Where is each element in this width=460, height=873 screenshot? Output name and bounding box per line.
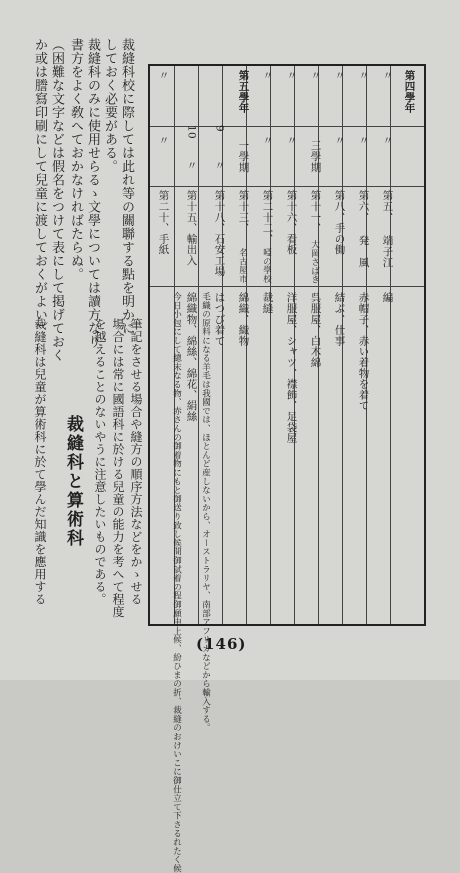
left-line-1: 裁縫科校に際しては此れ等の關聯する點を明かに xyxy=(119,38,134,335)
table-cell: 〃 xyxy=(157,135,170,146)
table-cell: 三學期 xyxy=(309,140,322,173)
left-line-6: か或は謄寫印刷にして兒童に渡しておくがよい） xyxy=(32,38,47,335)
table-cell: 〃 xyxy=(185,160,198,171)
table-cell: 結ぶ、仕事 xyxy=(333,292,346,346)
table-cell: 〃 xyxy=(213,160,226,171)
table-cell: 〃 xyxy=(157,70,170,81)
table-cell: 第十六、看板 xyxy=(285,190,298,255)
table-cell: 〃 xyxy=(309,70,322,81)
table-cell: 〃 xyxy=(357,135,370,146)
table-cell: はつび着て xyxy=(213,292,226,346)
table-cell: 端子江 xyxy=(381,235,394,268)
table-cell: 第十一、 xyxy=(309,190,322,234)
table-cell: 綿織物、綿絲、綿花、絹絲 xyxy=(185,292,198,422)
page-number: (146) xyxy=(196,635,247,653)
table-cell: 第十三、 xyxy=(237,190,250,234)
table-cell: 呉服屋、白木綿 xyxy=(309,292,322,368)
table-cell: 10 xyxy=(185,125,198,139)
table-cell: 第四學年 xyxy=(403,70,416,114)
table-cell: 裁縫 xyxy=(261,292,274,314)
left-line-4: 書方をよく敎へておかなければたらぬ。 xyxy=(68,38,83,281)
table-cell: 〃 xyxy=(285,135,298,146)
table-cell: 今日小包にして總末なる物、赤さんの御着物にもと御送り致し候間御試着の程御願申上候、紛ひまの折、裁縫のおけいこに御仕立て下さるれたく候 xyxy=(171,292,182,873)
table-cell: 第十八、石安工場 xyxy=(213,190,226,277)
table-cell: 啞の學校 xyxy=(261,248,272,284)
left-line-2: しておく必要がある。 xyxy=(102,38,117,173)
right-para1-line-1: 筆記をさせる場合や縫方の順序方法などをかゝせる xyxy=(129,318,143,606)
table-cell: 洋服屋、シャツ、襟飾、足袋屋 xyxy=(285,292,298,444)
table-cell: 第八、手の働 xyxy=(333,190,346,255)
table-cell: 発 風 xyxy=(357,235,370,268)
table-cell: 赤帽子、赤い着物を着て xyxy=(357,292,370,411)
right-para1-line-3: を越えることのないやうに注意したいものである。 xyxy=(93,318,107,606)
table-cell: 9 xyxy=(213,125,226,132)
table-cell: 〃 xyxy=(333,135,346,146)
table-cell: 大岡さばき xyxy=(309,240,320,284)
table-cell: 〃 xyxy=(261,70,274,81)
left-line-5: （困難な文字などは假名をつけて表にして掲げておく xyxy=(49,38,64,362)
section-heading: 裁縫科と算術科 xyxy=(63,415,83,548)
table-cell: 綿織、織物 xyxy=(237,292,250,346)
table-cell: 〃 xyxy=(261,135,274,146)
table-cell: 第五學年 xyxy=(237,70,250,114)
right-para1-line-2: 場合には常に國語科に於ける兒童の能力を考へて程度 xyxy=(111,318,125,618)
table-cell: 第六、 xyxy=(357,190,370,223)
table-cell: 第五、 xyxy=(381,190,394,223)
table-cell: 〃 xyxy=(381,135,394,146)
table-cell: 〃 xyxy=(381,70,394,81)
table-cell: 第十五、輸出入 xyxy=(185,190,198,266)
table-cell: 〃 xyxy=(285,70,298,81)
table-cell: 毛織の原料になる羊毛は我國では、ほとんど産しないから、オーストラリヤ、南部アフリカなどから輸入する。 xyxy=(200,292,211,732)
table-cell: 〃 xyxy=(357,70,370,81)
table-cell: 〃 xyxy=(333,70,346,81)
table-cell: 第二十、手紙 xyxy=(157,190,170,255)
right-para2-line-1: 裁縫科は兒童が算術科に於て學んだ知識を應用する xyxy=(33,318,47,606)
table-cell: 第二十二、 xyxy=(261,190,274,244)
table-cell: 編 xyxy=(381,292,394,303)
table-cell: 名古屋市 xyxy=(237,248,248,284)
left-line-3: 裁縫科のみに使用せらるゝ文學については讀方なり xyxy=(85,38,100,349)
table-cell: 一學期 xyxy=(237,140,250,173)
